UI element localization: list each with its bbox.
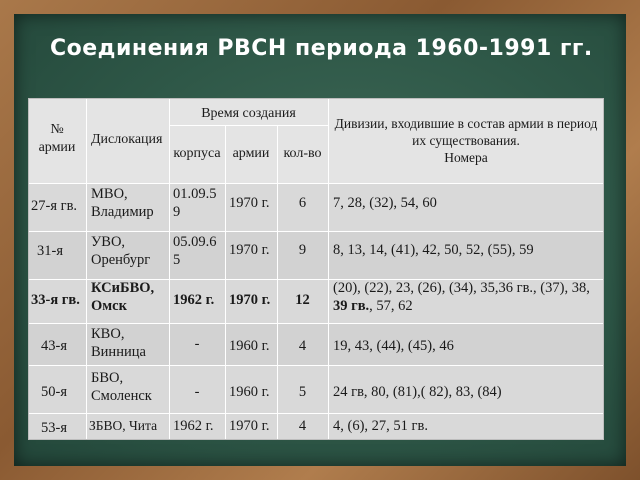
divisions-text: (20), (22), 23, (26), (34), 35,36 гв., (37), 38, — [333, 280, 590, 296]
cell-army: 31-я — [37, 243, 63, 259]
grid-line — [169, 125, 328, 126]
cell-divisions: 4, (6), 27, 51 гв. — [333, 418, 428, 434]
grid-line — [29, 323, 603, 324]
divisions-bold-text: 39 гв. — [333, 298, 370, 314]
cell-army-date: 1970 г. — [229, 242, 270, 258]
cell-location: КСиБВО, Омск — [91, 280, 155, 314]
cell-corps-date: - — [194, 336, 200, 352]
cell-army: 53-я — [41, 420, 67, 436]
header-army-no: № армии — [38, 122, 76, 155]
cell-army: 50-я — [41, 384, 67, 400]
cell-corps-date: - — [194, 384, 200, 400]
grid-line — [225, 125, 226, 439]
cell-count: 4 — [298, 418, 307, 434]
header-numbers-text: Номера — [444, 150, 488, 165]
grid-line — [86, 99, 87, 439]
header-army: армии — [232, 146, 270, 161]
cell-location: ЗБВО, Чита — [89, 418, 158, 433]
header-divisions — [333, 115, 599, 166]
header-corps: корпуса — [173, 146, 221, 161]
cell-location: УВО, Оренбург — [91, 234, 151, 268]
divisions-text-end: , 57, 62 — [369, 298, 413, 314]
cell-count: 6 — [298, 195, 307, 211]
cell-corps-date: 05.09.65 — [173, 234, 217, 268]
page-title: Соединения РВСН периода 1960-1991 гг. — [50, 36, 593, 61]
cell-count: 5 — [298, 384, 307, 400]
cell-count: 4 — [298, 338, 307, 354]
cell-corps-date: 01.09.59 — [173, 186, 217, 220]
cell-corps-date: 1962 г. — [173, 292, 215, 308]
cell-divisions: 19, 43, (44), (45), 46 — [333, 338, 454, 354]
cell-location: БВО, Смоленск — [91, 370, 152, 404]
cell-divisions: 24 гв, 80, (81),( 82), 83, (84) — [333, 384, 502, 400]
cell-army-date: 1970 г. — [229, 195, 270, 211]
header-count: кол-во — [283, 146, 322, 161]
header-location: Дислокация — [91, 132, 163, 147]
grid-line — [29, 413, 603, 414]
grid-line — [29, 183, 603, 184]
cell-army-date: 1970 г. — [229, 418, 270, 434]
cell-divisions — [333, 279, 599, 315]
header-creation-time: Время создания — [201, 106, 296, 121]
cell-count: 12 — [295, 292, 310, 308]
cell-army-date: 1970 г. — [229, 292, 271, 308]
cell-location: КВО, Винница — [91, 326, 146, 360]
cell-divisions: 8, 13, 14, (41), 42, 50, 52, (55), 59 — [333, 242, 534, 258]
cell-location: МВО, Владимир — [91, 186, 154, 220]
cell-army-date: 1960 г. — [229, 384, 270, 400]
cell-divisions: 7, 28, (32), 54, 60 — [333, 195, 437, 211]
cell-army: 43-я — [41, 338, 67, 354]
cell-army: 33-я гв. — [31, 292, 80, 308]
header-divisions-text: Дивизии, входившие в состав армии в период их существования. — [334, 116, 598, 148]
armies-table — [28, 98, 604, 440]
grid-line — [29, 365, 603, 366]
grid-line — [29, 231, 603, 232]
cell-army-date: 1960 г. — [229, 338, 270, 354]
cell-army: 27-я гв. — [31, 198, 78, 214]
grid-line — [328, 99, 329, 439]
cell-corps-date: 1962 г. — [173, 418, 214, 434]
cell-count: 9 — [298, 242, 307, 258]
